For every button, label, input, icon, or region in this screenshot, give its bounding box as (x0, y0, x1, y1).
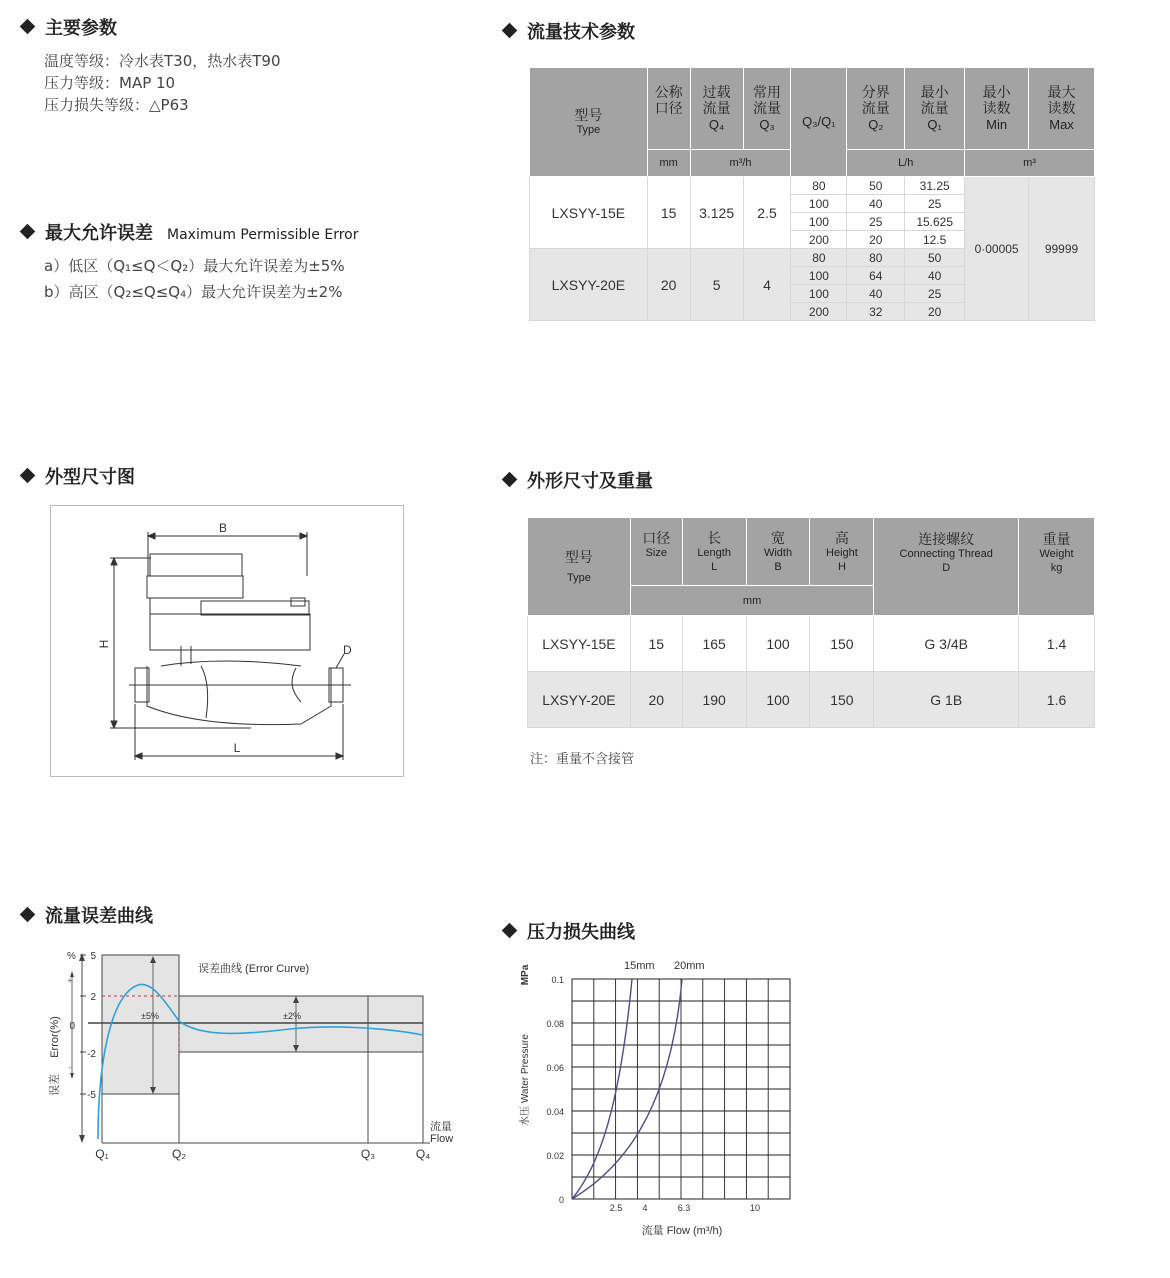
max-reading: 99999 (1029, 177, 1095, 321)
diamond-bullet-icon (20, 468, 36, 484)
pressure-class: 压力等级：MAP 10 (44, 74, 176, 92)
diamond-bullet-icon (502, 923, 518, 939)
row-q2: 50 (847, 177, 905, 195)
x-mark-q2: Q₂ (172, 1147, 186, 1161)
y-tick: 0.02 (546, 1151, 564, 1161)
x-tick: 4 (642, 1203, 648, 1213)
col-size: 口径 Size (630, 518, 682, 586)
row-type: LXSYY-20E (530, 249, 648, 321)
row-height: 150 (810, 616, 874, 672)
row-type: LXSYY-20E (528, 672, 631, 728)
y-tick: 0.04 (546, 1107, 564, 1117)
y-label: 水压 Water Pressure (520, 1034, 531, 1126)
y-label-en: Error(%) (49, 1016, 61, 1058)
row-width: 100 (746, 616, 810, 672)
outline-drawing-frame (50, 505, 404, 777)
diamond-bullet-icon (502, 23, 518, 39)
series-label-15mm: 15mm (624, 960, 655, 972)
row-q1: 25 (905, 195, 965, 213)
col-dn: 公称 口径 (647, 68, 690, 150)
y-unit: MPa (520, 964, 531, 986)
low-zone-band (102, 955, 179, 1094)
error-curve-legend: 误差曲线 (Error Curve) (198, 963, 310, 975)
row-q2: 64 (847, 267, 905, 285)
row-ratio: 200 (791, 303, 847, 321)
row-q4: 5 (690, 249, 743, 321)
row-height: 150 (810, 672, 874, 728)
water-meter-outline-drawing (51, 506, 403, 776)
low-band-label: ±5% (141, 1011, 159, 1021)
weight-note: 注：重量不含接管 (530, 752, 635, 767)
y-unit: % (67, 951, 76, 962)
row-size: 15 (630, 616, 682, 672)
row-q2: 80 (847, 249, 905, 267)
row-ratio: 100 (791, 267, 847, 285)
row-q1: 15.625 (905, 213, 965, 231)
row-thread: G 1B (874, 672, 1019, 728)
x-mark-q1: Q₁ (95, 1147, 109, 1161)
x-tick: 6.3 (677, 1203, 691, 1213)
row-length: 165 (682, 616, 746, 672)
y-tick: 0.08 (546, 1019, 564, 1029)
row-q2: 32 (847, 303, 905, 321)
row-dn: 15 (647, 177, 690, 249)
row-ratio: 80 (791, 177, 847, 195)
col-type: 型号 Type (530, 68, 648, 177)
temperature-class: 温度等级：冷水表T30，热水表T90 (44, 52, 281, 70)
dims-title: 外形尺寸及重量 (504, 467, 653, 493)
x-label-cn: 流量 (430, 1121, 452, 1133)
row-ratio: 80 (791, 249, 847, 267)
outline-title: 外型尺寸图 (22, 463, 135, 489)
x-label: 流量 Flow (m³/h) (641, 1225, 723, 1237)
y-label-cn: 误差 (49, 1074, 61, 1096)
x-mark-q4: Q₄ (415, 1147, 431, 1161)
y-tick: 5 (90, 951, 96, 962)
high-zone-band (179, 996, 423, 1052)
row-type: LXSYY-15E (528, 616, 631, 672)
unit-mm: mm (647, 150, 690, 177)
dims-table (527, 517, 1095, 728)
row-q1: 40 (905, 267, 965, 285)
x-tick: 2.5 (609, 1203, 623, 1213)
row-ratio: 100 (791, 285, 847, 303)
col-type: 型号 Type (528, 518, 631, 616)
y-tick: 2 (90, 992, 96, 1003)
diamond-bullet-icon (20, 19, 36, 35)
row-q1: 50 (905, 249, 965, 267)
unit-m3: m³ (965, 150, 1095, 177)
col-weight: 重量 Weight kg (1019, 518, 1095, 616)
y-tick: -5 (87, 1090, 96, 1101)
pressure-curve-title: 压力损失曲线 (504, 918, 635, 944)
row-ratio: 100 (791, 195, 847, 213)
flow-params-table (529, 67, 1095, 321)
col-max: 最大 读数 Max (1029, 68, 1095, 150)
col-q4: 过载 流量 Q₄ (690, 68, 743, 150)
row-q2: 20 (847, 231, 905, 249)
row-q2: 25 (847, 213, 905, 231)
minus-sign: - (68, 1063, 72, 1072)
row-q2: 40 (847, 285, 905, 303)
row-q2: 40 (847, 195, 905, 213)
row-type: LXSYY-15E (530, 177, 648, 249)
y-tick: 0.06 (546, 1063, 564, 1073)
high-band-label: ±2% (283, 1011, 301, 1021)
min-reading: 0·00005 (965, 177, 1029, 321)
pressure-loss-class: 压力损失等级：△P63 (44, 96, 189, 114)
row-thread: G 3/4B (874, 616, 1019, 672)
flow-params-title: 流量技术参数 (504, 18, 635, 44)
row-ratio: 200 (791, 231, 847, 249)
diamond-bullet-icon (502, 472, 518, 488)
dim-label-l: L (233, 741, 241, 755)
row-q4: 3.125 (690, 177, 743, 249)
row-q1: 20 (905, 303, 965, 321)
col-thread: 连接螺纹 Connecting Thread D (874, 518, 1019, 616)
col-height: 高 Height H (810, 518, 874, 586)
row-weight: 1.4 (1019, 616, 1095, 672)
unit-lh: L/h (847, 150, 965, 177)
mpe-high-zone: b）高区（Q₂≤Q≤Q₄）最大允许误差为±2% (44, 283, 343, 301)
error-curve-title: 流量误差曲线 (22, 902, 153, 928)
unit-m3h: m³/h (690, 150, 791, 177)
dim-label-d: D (343, 643, 352, 657)
unit-mm: mm (630, 586, 874, 616)
row-ratio: 100 (791, 213, 847, 231)
diamond-bullet-icon (20, 907, 36, 923)
x-label-en: Flow (430, 1133, 454, 1145)
row-q1: 12.5 (905, 231, 965, 249)
row-q3: 2.5 (743, 177, 791, 249)
diamond-bullet-icon (20, 224, 36, 240)
mpe-title: 最大允许误差 Maximum Permissible Error (22, 219, 358, 245)
col-length: 长 Length L (682, 518, 746, 586)
row-length: 190 (682, 672, 746, 728)
dim-label-h: H (97, 639, 111, 649)
pressure-loss-chart (510, 955, 810, 1245)
row-weight: 1.6 (1019, 672, 1095, 728)
x-mark-q3: Q₃ (360, 1147, 376, 1161)
series-label-20mm: 20mm (674, 960, 705, 972)
row-q1: 31.25 (905, 177, 965, 195)
y-tick: -2 (87, 1049, 96, 1060)
row-width: 100 (746, 672, 810, 728)
x-tick: 10 (749, 1203, 761, 1213)
plus-sign: + (67, 976, 73, 985)
mpe-low-zone: a）低区（Q₁≤Q＜Q₂）最大允许误差为±5% (44, 257, 345, 275)
row-dn: 20 (647, 249, 690, 321)
col-min: 最小 读数 Min (965, 68, 1029, 150)
row-q1: 25 (905, 285, 965, 303)
y-tick: 0 (69, 1021, 75, 1032)
main-params-title: 主要参数 (22, 14, 117, 40)
col-width: 宽 Width B (746, 518, 810, 586)
col-q2: 分界 流量 Q₂ (847, 68, 905, 150)
error-curve-chart (40, 945, 480, 1175)
row-size: 20 (630, 672, 682, 728)
col-ratio: Q₃/Q₁ (791, 68, 847, 177)
y-tick: 0 (558, 1195, 564, 1205)
col-q3: 常用 流量 Q₃ (743, 68, 791, 150)
dim-label-b: B (218, 521, 228, 535)
row-q3: 4 (743, 249, 791, 321)
y-tick: 0.1 (551, 975, 564, 985)
col-q1: 最小 流量 Q₁ (905, 68, 965, 150)
